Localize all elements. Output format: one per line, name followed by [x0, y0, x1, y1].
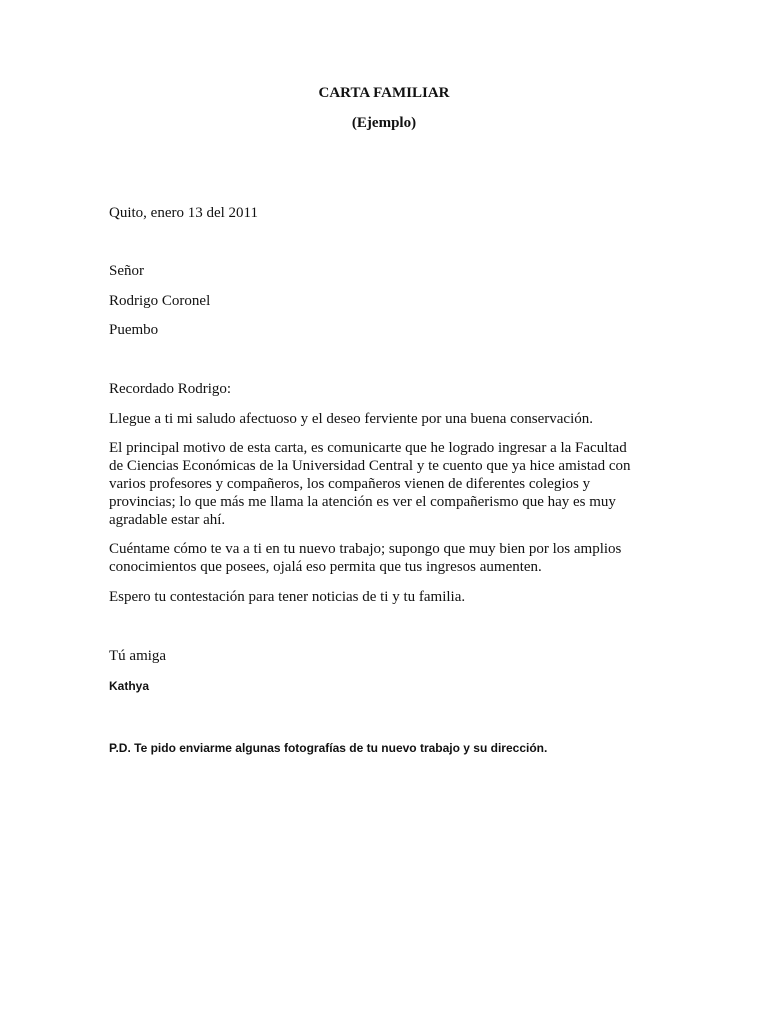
- recipient-name: Rodrigo Coronel: [109, 293, 211, 309]
- place-date: Quito, enero 13 del 2011: [109, 205, 258, 221]
- paragraph-2-line: provincias; lo que más me llama la atención es ver el compañerismo que hay es muy: [109, 494, 616, 510]
- recipient-honorific: Señor: [109, 263, 144, 279]
- signature: Kathya: [109, 679, 150, 693]
- postscript: P.D. Te pido enviarme algunas fotografías de tu nuevo trabajo y su dirección.: [109, 741, 548, 755]
- paragraph-2-line: El principal motivo de esta carta, es comunicarte que he logrado ingresar a la Facultad: [109, 440, 627, 456]
- paragraph-2: [109, 439, 654, 529]
- letter-subtitle: (Ejemplo): [351, 115, 417, 131]
- paragraph-2-line: varios profesores y compañeros, los compañeros vienen de diferentes colegios y: [109, 476, 591, 492]
- paragraph-2-line: agradable estar ahí.: [109, 512, 226, 528]
- salutation: Recordado Rodrigo:: [109, 381, 232, 397]
- paragraph-3: [109, 540, 654, 576]
- paragraph-3-line: conocimientos que posees, ojalá eso permita que tus ingresos aumenten.: [109, 559, 542, 575]
- recipient-location: Puembo: [109, 322, 159, 338]
- paragraph-2-line: de Ciencias Económicas de la Universidad Central y te cuento que ya hice amistad con: [109, 458, 631, 474]
- letter-title: CARTA FAMILIAR: [318, 85, 450, 101]
- paragraph-1: Llegue a ti mi saludo afectuoso y el deseo ferviente por una buena conservación.: [109, 411, 593, 427]
- paragraph-3-line: Cuéntame cómo te va a ti en tu nuevo trabajo; supongo que muy bien por los amplios: [109, 541, 622, 557]
- closing: Tú amiga: [109, 648, 167, 664]
- paragraph-4: Espero tu contestación para tener noticias de ti y tu familia.: [109, 589, 466, 605]
